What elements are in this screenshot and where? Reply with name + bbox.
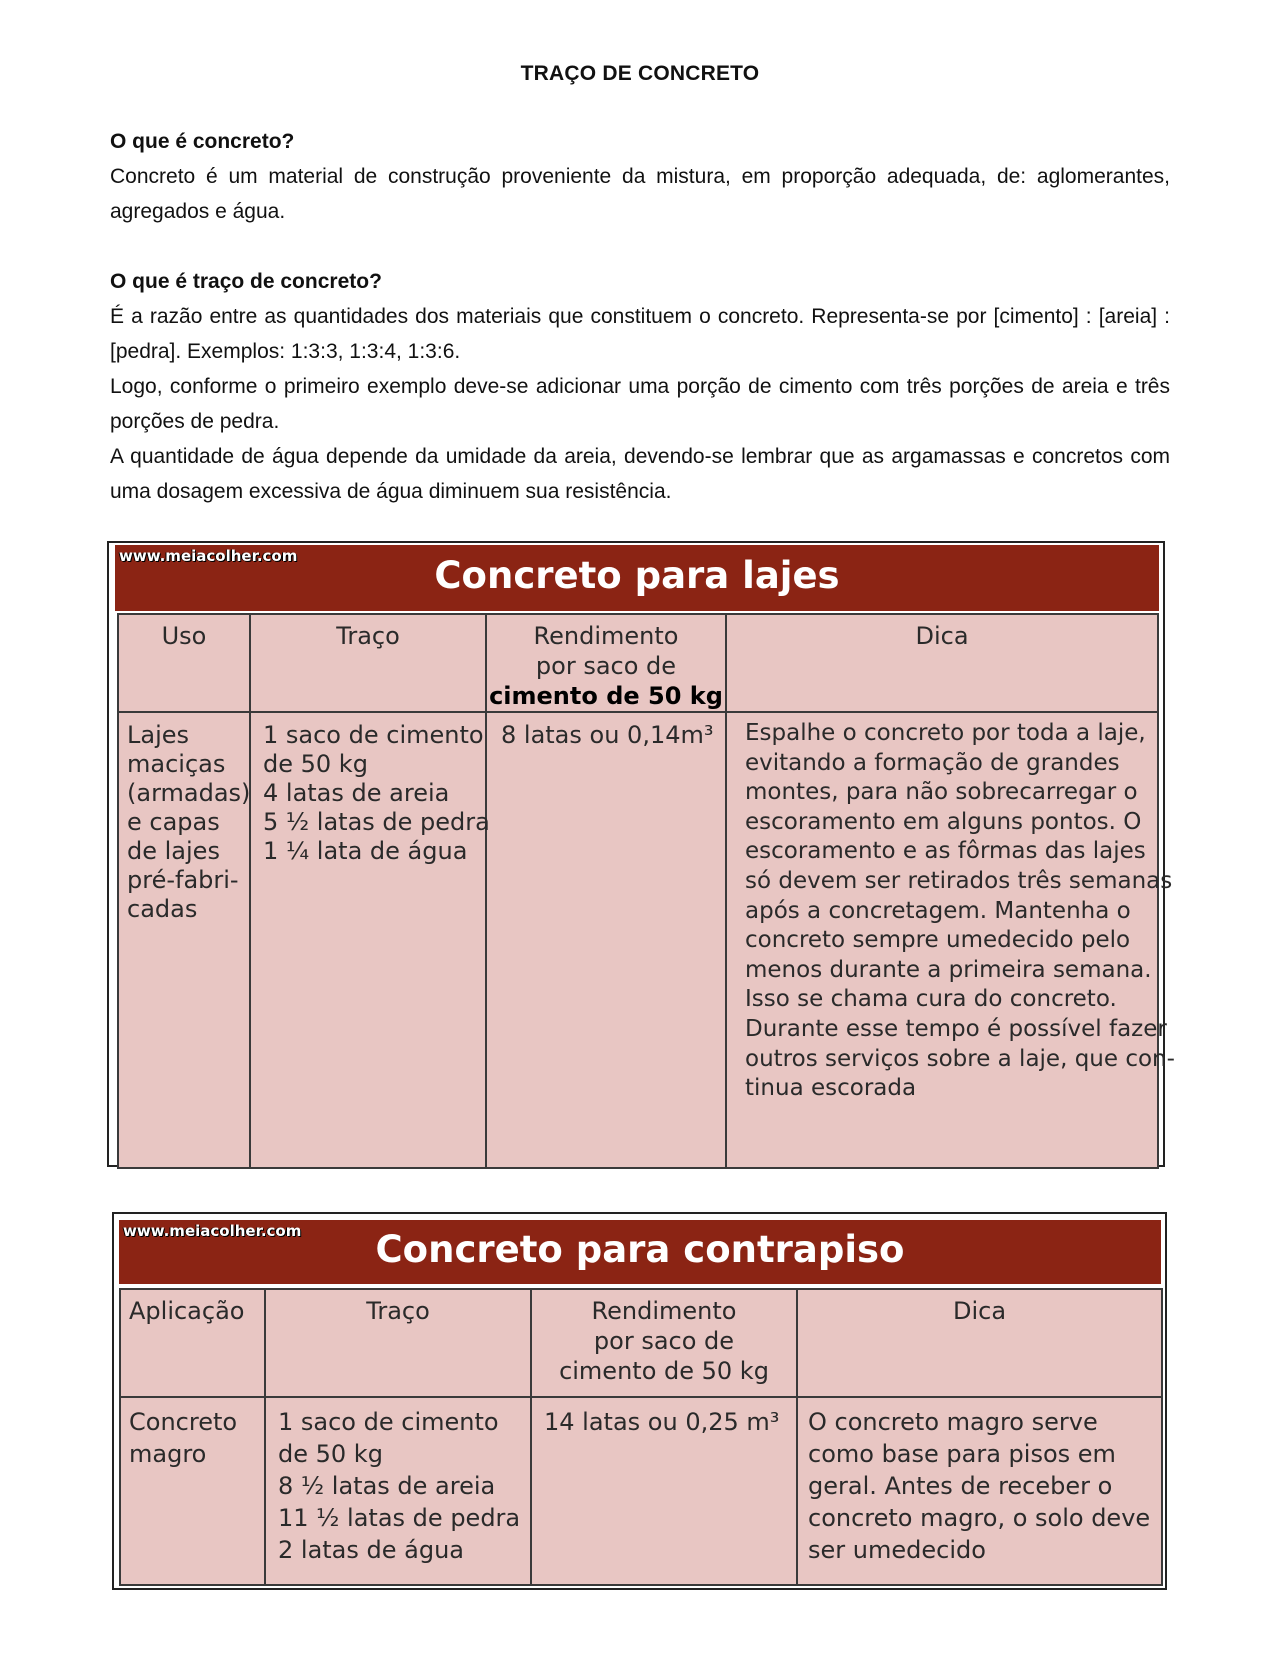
header-dica: Dica	[726, 614, 1158, 712]
table-concreto-lajes	[107, 541, 1175, 1167]
paragraph-water-quantity: A quantidade de água depende da umidade da areia, devendo-se lembrar que as argamassas e concretos com uma dosagem excessiva de água diminuem sua resistência.	[110, 445, 1170, 503]
question-what-is-trace: O que é traço de concreto?	[110, 270, 382, 293]
table-banner	[115, 545, 1159, 611]
cell-dica: O concreto magro serve como base para pisos em geral. Antes de receber o concreto magro, o solo deve ser umedecido	[797, 1397, 1162, 1585]
paragraph-trace-definition: É a razão entre as quantidades dos materiais que constituem o concreto. Representa-se por [cimento] : [areia] : [pedra]. Exemplos: 1:3:3, 1:3:4, 1:3:6.	[110, 305, 1170, 363]
header-traco: Traço	[265, 1289, 531, 1397]
cell-traco: 1 saco de cimento de 50 kg 8 ½ latas de areia 11 ½ latas de pedra 2 latas de água	[265, 1397, 531, 1585]
document-title: TRAÇO DE CONCRETO	[520, 62, 760, 85]
watermark: www.meiacolher.com	[123, 1222, 302, 1240]
cell-uso: Lajes maciças (armadas) e capas de lajes pré-fabri- cadas	[118, 712, 250, 1168]
header-traco: Traço	[250, 614, 486, 712]
paragraph-concrete-definition: Concreto é um material de construção proveniente da mistura, em proporção adequada, de: aglomerantes, agregados e água.	[110, 165, 1170, 223]
cell-rendimento: 14 latas ou 0,25 m³	[531, 1397, 797, 1585]
table-title: Concreto para lajes	[434, 554, 840, 597]
section-what-is-concrete	[110, 124, 1170, 229]
header-rendimento: Rendimento por saco de cimento de 50 kg	[486, 614, 726, 712]
table-grid	[117, 613, 1175, 1169]
cell-rendimento: 8 latas ou 0,14m³	[486, 712, 726, 1168]
header-aplicacao: Aplicação	[120, 1289, 265, 1397]
question-what-is-concrete: O que é concreto?	[110, 130, 295, 153]
table-concreto-contrapiso	[112, 1212, 1167, 1590]
paragraph-trace-example: Logo, conforme o primeiro exemplo deve-se adicionar uma porção de cimento com três porções de areia e três porções de pedra.	[110, 375, 1170, 433]
cell-aplicacao: Concreto magro	[120, 1397, 265, 1585]
table-banner	[119, 1220, 1161, 1284]
cell-traco: 1 saco de cimento de 50 kg 4 latas de areia 5 ½ latas de pedra 1 ¼ lata de água	[250, 712, 486, 1168]
table-title: Concreto para contrapiso	[375, 1228, 905, 1271]
watermark: www.meiacolher.com	[119, 547, 298, 565]
header-uso: Uso	[118, 614, 250, 712]
table-grid	[119, 1288, 1163, 1586]
cell-dica: Espalhe o concreto por toda a laje, evitando a formação de grandes montes, para não sobrecarregar o escoramento em alguns pontos. O escoramento e as fôrmas das lajes só devem ser retirados três semanas após a concretagem. Mantenha o concreto sempre umedecido pelo menos durante a primeira semana. Isso se chama cura do concreto. Durante esse tempo é possível fazer outros serviços sobre a laje, que con- tinua escorada	[726, 712, 1158, 1168]
header-rendimento: Rendimento por saco de cimento de 50 kg	[531, 1289, 797, 1397]
header-dica: Dica	[797, 1289, 1162, 1397]
section-what-is-trace	[110, 264, 1170, 509]
